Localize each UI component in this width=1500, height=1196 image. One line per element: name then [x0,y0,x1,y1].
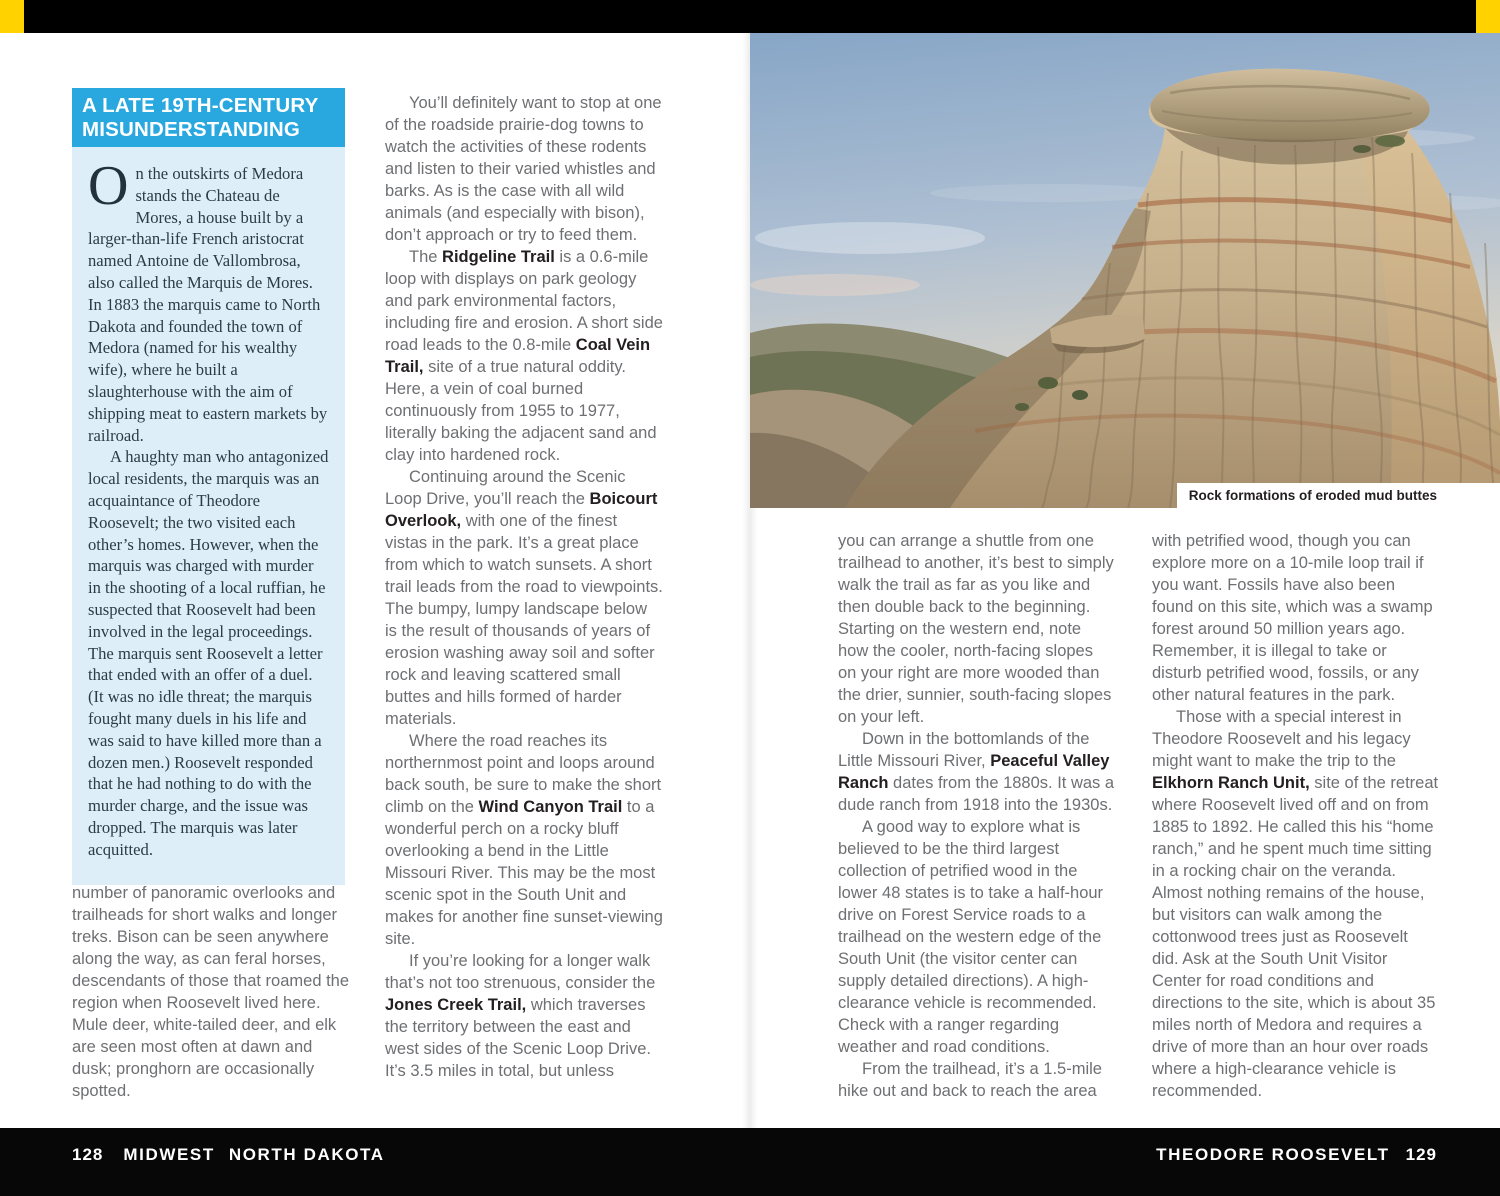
left-page-column-1 [72,882,354,1102]
sidebar-title [72,88,345,147]
sidebar-box [72,88,345,885]
paragraph: number of panoramic overlooks and trailheads for short walks and longer treks. Bison can be seen anywhere along the way, as can feral horses, descendants of those that roamed the region when Roosevelt lived here. Mule deer, white-tailed deer, and elk are seen most often at dawn and dusk; pronghorn are occasionally spotted. [72,884,350,1100]
paragraph: you can arrange a shuttle from one trailhead to another, it’s best to simply walk the trail as far as you like and then double back to the beginning. Starting on the western end, note how the cooler, north-facing slopes on your right are more wooded than the drier, sunnier, south-facing slopes on your left. [838,532,1114,726]
photo-caption: Rock formations of eroded mud buttes [1177,483,1500,508]
rock-formations-photo [750,33,1500,508]
paragraph: Down in the bottomlands of the Little Missouri River, Peaceful Valley Ranch dates from the 1880s. It was a dude ranch from 1918 into the 1930s. [838,730,1115,814]
paragraph: From the trailhead, it’s a 1.5-mile hike out and back to reach the area [838,1060,1102,1100]
sidebar-paragraph: A haughty man who antagonized local residents, the marquis was an acquaintance of Theodore Roosevelt; the two visited each other’s homes. However, when the marquis was charged with murder in the shooting of a local ruffian, he suspected that Roosevelt had been involved in the legal proceedings. The marquis sent Roosevelt a letter that ended with an offer of a duel. (It was no idle threat; the marquis fought many duels in his life and was said to have killed more than a dozen men.) Roosevelt responded that he had nothing to do with the murder charge, and the issue was dropped. The marquis was later acquitted. [88,447,329,859]
paragraph: If you’re looking for a longer walk that’s not too strenuous, consider the Jones Creek Trail, which traverses the territory between the east and west sides of the Scenic Loop Drive. It’s 3.5 miles in total, but unless [385,952,656,1080]
sidebar-paragraph-text: n the outskirts of Medora stands the Chateau de Mores, a house built by a larger-than-life French aristocrat named Antoine de Vallombrosa, also called the Marquis de Mores. In 1883 the marquis came to North Dakota and founded the town of Medora (named for his wealthy wife), where he built a slaughterhouse with the aim of shipping meat to eastern markets by railroad. [88,164,328,445]
footer-chapter: THEODORE ROOSEVELT [1156,1145,1390,1164]
footer-region: MIDWEST [123,1145,215,1164]
yellow-corner-right [1476,0,1500,33]
paragraph: A good way to explore what is believed to be the third largest collection of petrified wood in the lower 48 states is to take a half-hour drive on Forest Service roads to a trailhead on the western edge of the South Unit (the visitor center can supply detailed directions). A high-clearance vehicle is recommended. Check with a ranger regarding weather and road conditions. [838,818,1104,1056]
paragraph: Those with a special interest in Theodore Roosevelt and his legacy might want to make the trip to the Elkhorn Ranch Unit, site of the retreat where Roosevelt lived off and on from 1885 to 1892. He called this his “home ranch,” and he spent much time sitting in a rocking chair on the veranda. Almost nothing remains of the house, but visitors can walk among the cottonwood trees just as Roosevelt did. Ask at the South Unit Visitor Center for road conditions and directions to the site, which is about 35 miles north of Medora and requires a drive of more than an hour over roads where a high-clearance vehicle is recommended. [1152,708,1439,1100]
sidebar-body [72,147,345,885]
sidebar-title-line1: A LATE 19TH-CENTURY [82,94,319,117]
footer-right [1156,1145,1437,1165]
paragraph: You’ll definitely want to stop at one of the roadside prairie-dog towns to watch the activities of these rodents and listen to their varied whistles and barks. As is the case with all wild animals (and especially with bison), don’t approach or try to feed them. [385,94,662,244]
footer-bar [0,1128,1500,1196]
paragraph: Continuing around the Scenic Loop Drive, you’ll reach the Boicourt Overlook, with one of the finest vistas in the park. It’s a great place from which to watch sunsets. A short trail leads from the road to viewpoints. The bumpy, lumpy landscape below is the result of thousands of years of erosion washing away soil and softer rock and leaving scattered small buttes and hills formed of harder materials. [385,468,663,728]
footer-state: NORTH DAKOTA [228,1145,385,1164]
paragraph: Where the road reaches its northernmost point and loops around back south, be sure to make the short climb on the Wind Canyon Trail to a wonderful perch on a rocky bluff overlooking a bend in the Little Missouri River. This may be the most scenic spot in the South Unit and makes for another fine sunset-viewing site. [385,732,663,948]
paragraph: with petrified wood, though you can explore more on a 10-mile loop trail if you want. Fossils have also been found on this site, which was a swamp forest around 50 million years ago. Remember, it is illegal to take or disturb petrified wood, fossils, or any other natural features in the park. [1152,532,1433,704]
drop-cap: O [88,155,129,217]
left-page-column-2 [385,92,663,1082]
yellow-corner-left [0,0,24,33]
paragraph: The Ridgeline Trail is a 0.6-mile loop with displays on park geology and park environmental factors, including fire and erosion. A short side road leads to the 0.8-mile Coal Vein Trail, site of a true natural oddity. Here, a vein of coal burned continuously from 1955 to 1977, literally baking the adjacent sand and clay into hardened rock. [385,248,663,464]
page-number-left: 128 [72,1145,104,1164]
top-black-band [0,0,1500,33]
sidebar-title-line2: MISUNDERSTANDING [82,118,301,141]
sidebar-paragraph [88,155,329,446]
page-number-right: 129 [1405,1145,1437,1164]
right-page-column-2 [1152,530,1439,1102]
footer-left [72,1145,385,1165]
right-page-column-1 [838,530,1115,1102]
rock-formation-illustration [750,33,1500,508]
